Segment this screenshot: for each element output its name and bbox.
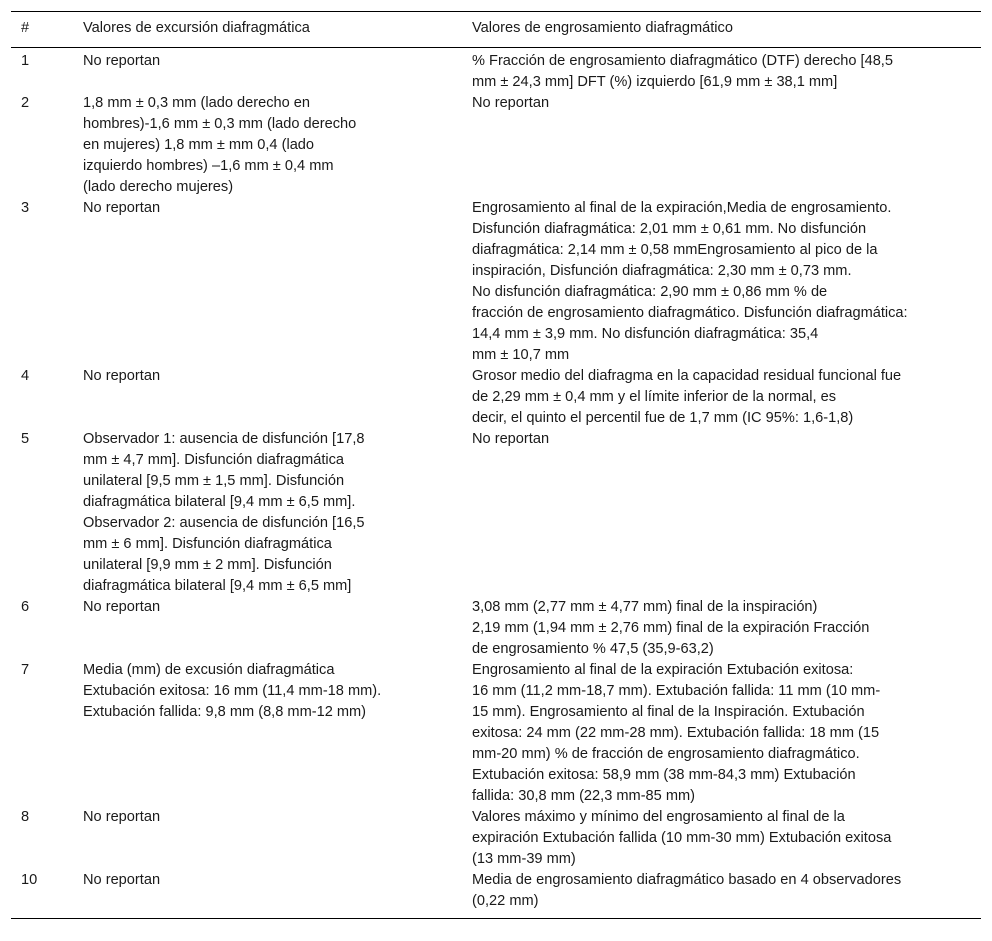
table-row [11,366,981,429]
cell-thickening: Grosor medio del diafragma en la capacidad residual funcional fue de 2,29 mm ± 0,4 mm y el límite inferior de la normal, es decir, el quinto el percentil fue de 1,7 mm (IC 95%: 1,6-1,8) [472,368,902,426]
cell-number: 4 [21,368,30,384]
cell-number: 5 [21,431,30,447]
header-excursion: Valores de excursión diafragmática [73,12,462,48]
table-row [11,198,981,366]
data-table [11,11,981,919]
cell-thickening: Engrosamiento al final de la expiración,Media de engrosamiento. Disfunción diafragmática: 2,01 mm ± 0,61 mm. No disfunción diafragmática: 2,14 mm ± 0,58 mmEngrosamiento al pico de la inspiración, Disfunción diafragmática: 2,30 mm ± 0,73 mm. No disfunción diafragmática: 2,90 mm ± 0,86 mm % de fracción de engrosamiento diafragmático. Disfunción diafragmática: 14,4 mm ± 3,9 mm. No disfunción diafragmática: 35,4 mm ± 10,7 mm [472,200,908,363]
cell-excursion: No reportan [83,368,161,384]
cell-excursion: Media (mm) de excusión diafragmática Extubación exitosa: 16 mm (11,4 mm-18 mm). Extubación fallida: 9,8 mm (8,8 mm-12 mm) [83,662,382,720]
cell-thickening: 3,08 mm (2,77 mm ± 4,77 mm) final de la inspiración) 2,19 mm (1,94 mm ± 2,76 mm) final de la expiración Fracción de engrosamiento % 47,5 (35,9-63,2) [472,599,870,657]
cell-number: 1 [21,53,30,69]
table-row [11,597,981,660]
cell-excursion: No reportan [83,53,161,69]
table-row [11,660,981,807]
cell-excursion: No reportan [83,200,161,216]
cell-excursion: No reportan [73,870,462,919]
table-row [11,807,981,870]
table-row [11,93,981,198]
cell-excursion: No reportan [83,809,161,825]
cell-number: 7 [21,662,30,678]
cell-thickening: Media de engrosamiento diafragmático basado en 4 observadores (0,22 mm) [462,870,981,919]
table-row [11,429,981,597]
table-row [11,870,981,919]
cell-number: 10 [11,870,73,919]
cell-thickening: Valores máximo y mínimo del engrosamiento al final de la expiración Extubación fallida (10 mm-30 mm) Extubación exitosa (13 mm-39 mm) [472,809,892,867]
cell-thickening: Engrosamiento al final de la expiración Extubación exitosa: 16 mm (11,2 mm-18,7 mm). Extubación fallida: 11 mm (10 mm- 15 mm). Engrosamiento al final de la Inspiración. Extubación exitosa: 24 mm (22 mm-28 mm). Extubación fallida: 18 mm (15 mm-20 mm) % de fracción de engrosamiento diafragmático. Extubación exitosa: 58,9 mm (38 mm-84,3 mm) Extubación fallida: 30,8 mm (22,3 mm-85 mm) [472,662,881,804]
cell-excursion: Observador 1: ausencia de disfunción [17,8 mm ± 4,7 mm]. Disfunción diafragmática unilateral [9,5 mm ± 1,5 mm]. Disfunción diafragmática bilateral [9,4 mm ± 6,5 mm]. Observador 2: ausencia de disfunción [16,5 mm ± 6 mm]. Disfunción diafragmática unilateral [9,9 mm ± 2 mm]. Disfunción diafragmática bilateral [9,4 mm ± 6,5 mm] [83,431,365,594]
cell-excursion: 1,8 mm ± 0,3 mm (lado derecho en hombres)-1,6 mm ± 0,3 mm (lado derecho en mujeres) 1,8 mm ± mm 0,4 (lado izquierdo hombres) –1,6 mm ± 0,4 mm (lado derecho mujeres) [83,95,357,195]
cell-excursion: No reportan [83,599,161,615]
cell-thickening: No reportan [472,95,550,111]
cell-number: 8 [21,809,30,825]
header-thickening: Valores de engrosamiento diafragmático [462,12,981,48]
header-row [11,12,981,48]
cell-number: 6 [21,599,30,615]
cell-number: 3 [21,200,30,216]
table-row [11,48,981,94]
cell-thickening: No reportan [472,431,550,447]
header-number: # [11,12,73,48]
cell-thickening: % Fracción de engrosamiento diafragmático (DTF) derecho [48,5 mm ± 24,3 mm] DFT (%) izquierdo [61,9 mm ± 38,1 mm] [472,53,893,90]
cell-number: 2 [21,95,30,111]
